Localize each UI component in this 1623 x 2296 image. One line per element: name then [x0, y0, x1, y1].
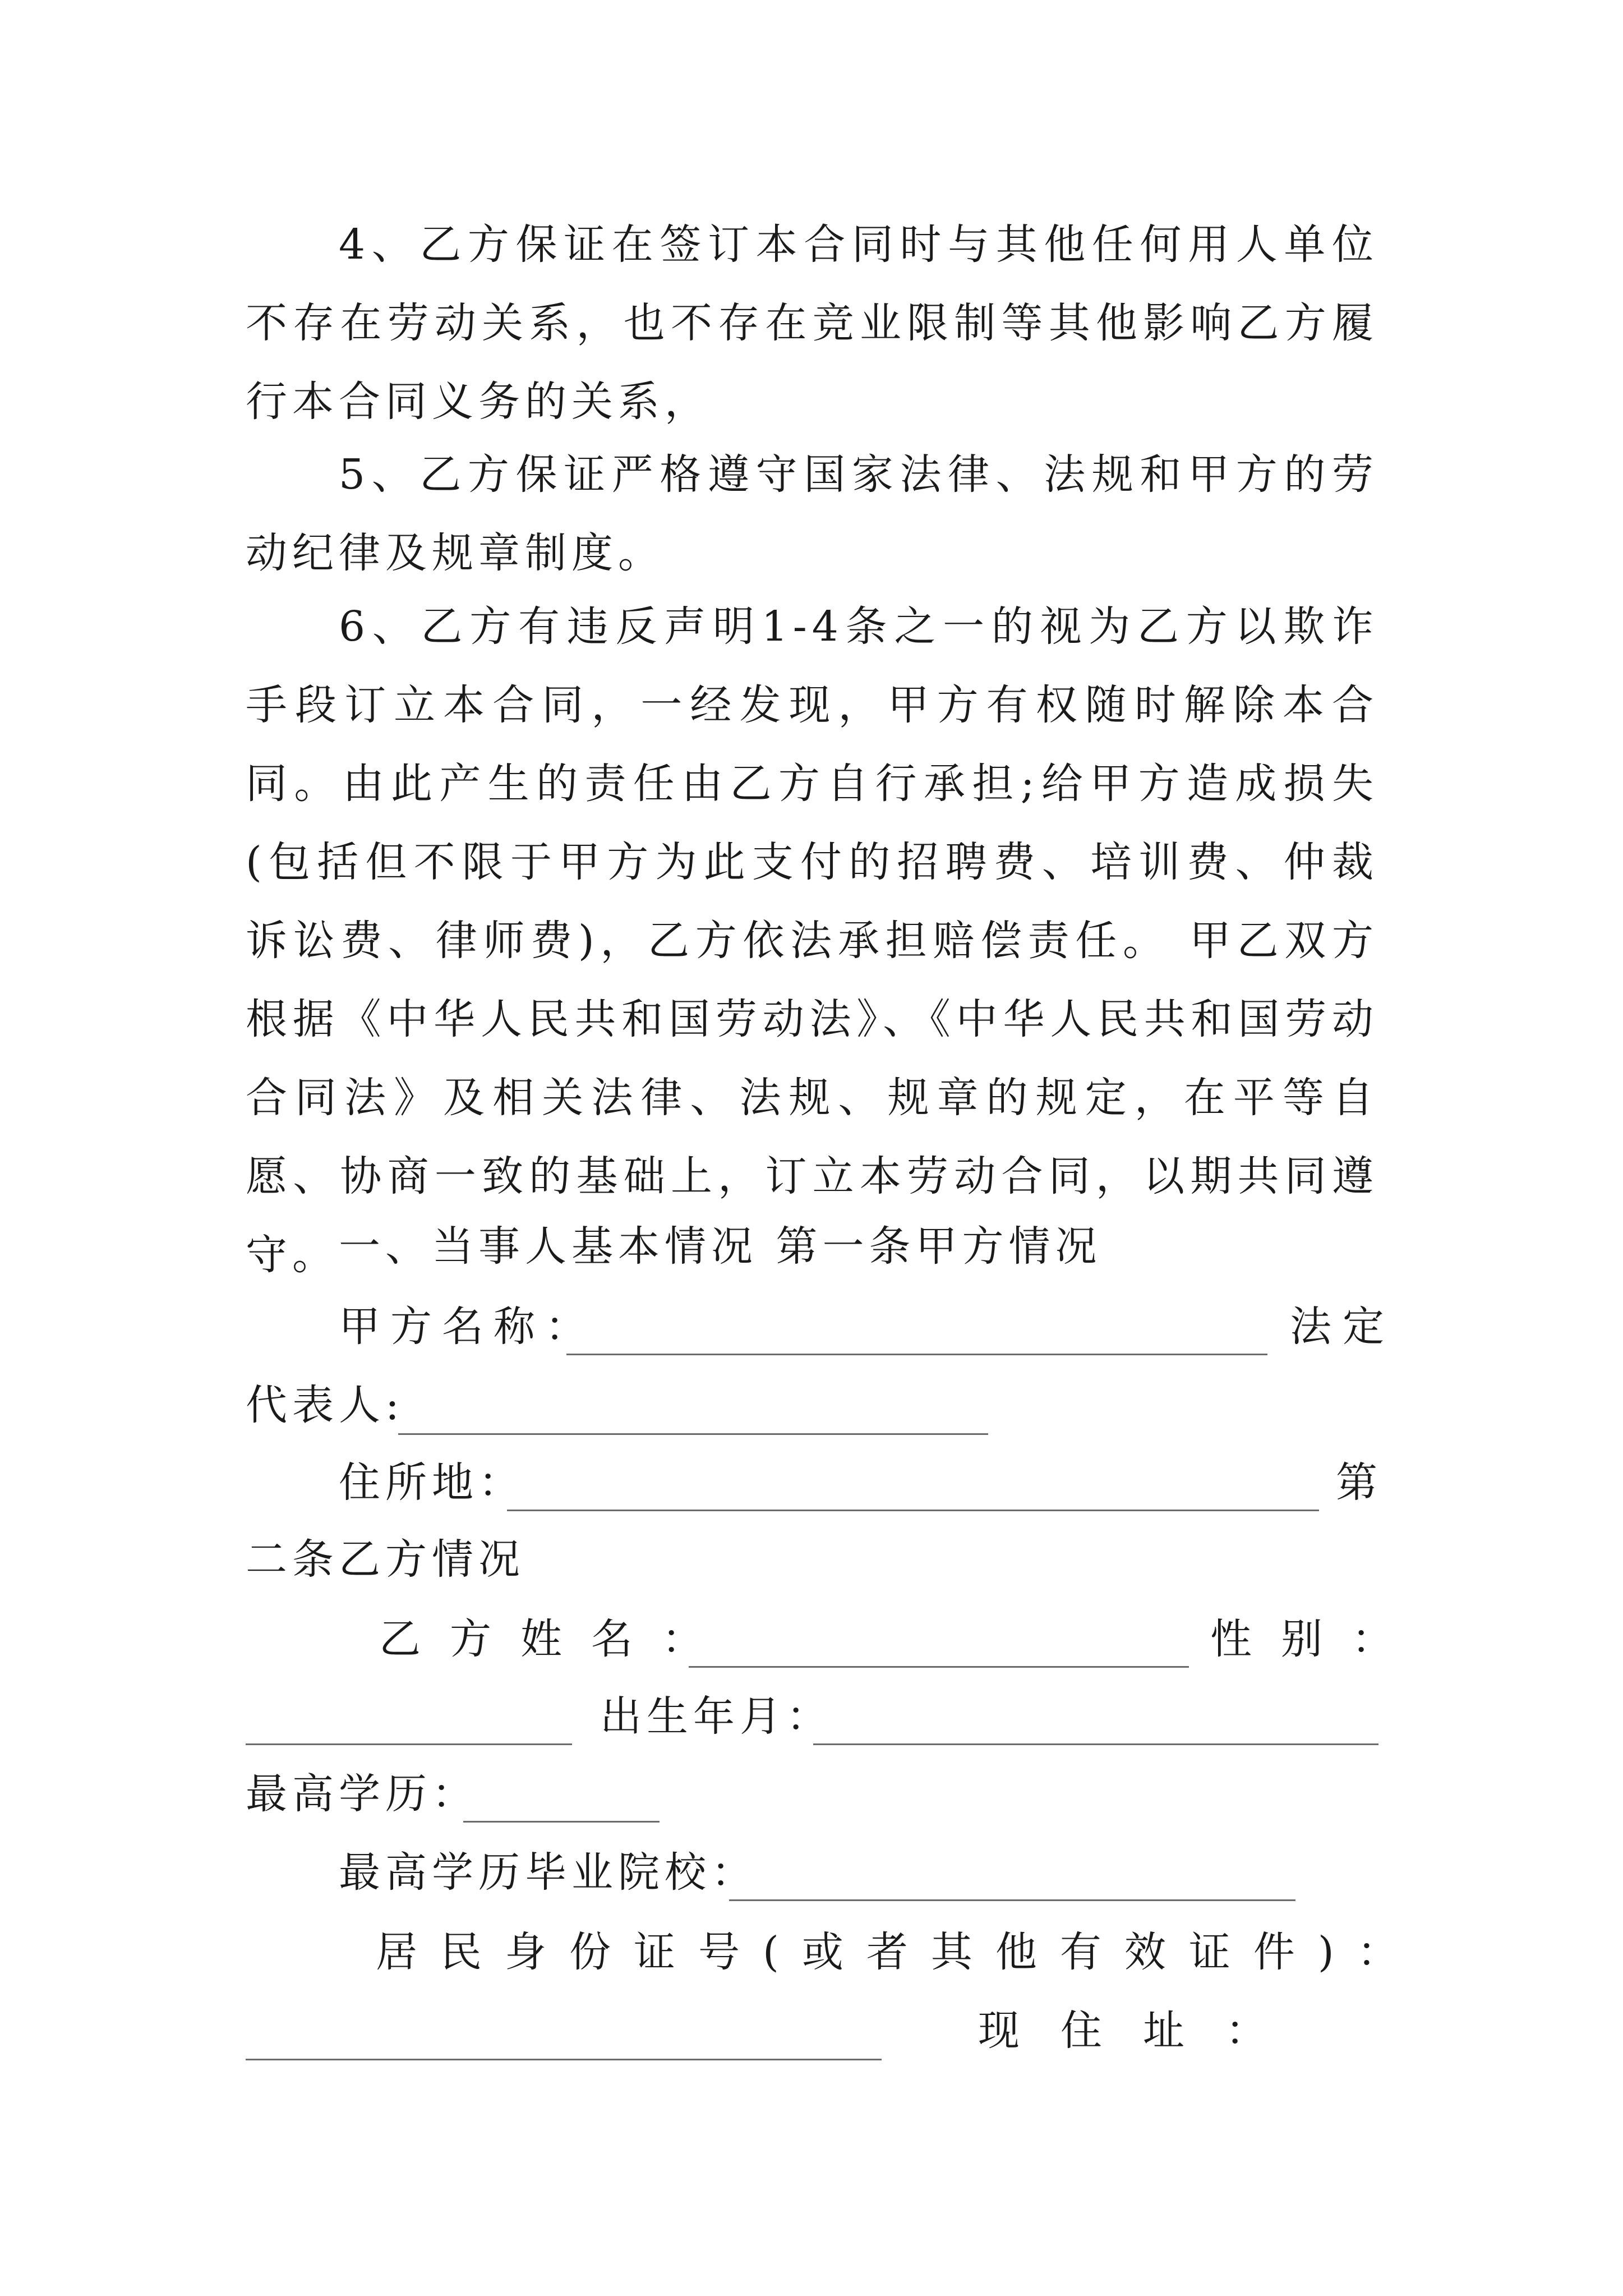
party-a-address-line [246, 1443, 1382, 1522]
party-b-gender-blank[interactable] [246, 1743, 572, 1745]
article-two-label-part1: 第 [1336, 1458, 1382, 1507]
party-a-address-label: 住所地： [339, 1458, 525, 1507]
party-b-birth-line [246, 1677, 1378, 1756]
party-b-birth-label: 出生年月： [600, 1692, 833, 1741]
party-a-legal-rep-label-part2: 代表人: [246, 1381, 404, 1429]
clause-5-paragraph: 5、乙方保证严格遵守国家法律、法规和甲方的劳动纪律及规章制度。 [246, 450, 1378, 577]
party-b-current-address-label: 现住址： [978, 2007, 1308, 2055]
party-b-id-label: 居民身份证号(或者其他有效证件)： [376, 1928, 1422, 1976]
section-one-heading: 一、当事人基本情况 第一条甲方情况 [339, 1222, 1102, 1271]
party-b-education-line [246, 1755, 1378, 1833]
party-b-school-line [246, 1833, 1378, 1912]
clause-4-paragraph: 4、乙方保证在签订本合同时与其他任何用人单位不存在劳动关系，也不存在竞业限制等其他影响乙方履行本合同义务的关系， [246, 220, 1378, 426]
party-a-address-blank[interactable] [507, 1510, 1319, 1511]
party-b-name-label: 乙方姓名： [379, 1615, 732, 1663]
party-b-name-line [246, 1600, 1422, 1678]
party-b-school-label: 最高学历毕业院校： [339, 1848, 758, 1897]
party-b-current-address-line [246, 1991, 1378, 2070]
party-b-id-line [246, 1913, 1422, 1991]
article-two-line [246, 1520, 1378, 1599]
clause-6-paragraph: 6、乙方有违反声明1-4条之一的视为乙方以欺诈手段订立本合同，一经发现，甲方有权随时解除本合同。由此产生的责任由乙方自行承担;给甲方造成损失(包括但不限于甲方为此支付的招聘费、培训费、仲裁诉讼费、律师费)，乙方依法承担赔偿责任。 甲乙双方根据《中华人民共和国劳动法》、《中华人民共和国劳动合同法》及相关法律、法规、规章的规定，在平等自愿、协商一致的基础上，订立本劳动合同，以期共同遵守。 [246, 602, 1378, 1279]
party-b-education-label: 最高学历： [246, 1770, 478, 1818]
party-b-birth-blank[interactable] [813, 1743, 1378, 1745]
party-b-education-blank[interactable] [463, 1821, 660, 1823]
party-a-legal-rep-label-part1: 法定 [1290, 1303, 1395, 1351]
party-a-name-line [246, 1287, 1395, 1366]
party-a-legal-rep-line [246, 1366, 1378, 1444]
party-b-school-blank[interactable] [729, 1899, 1295, 1901]
party-b-id-blank[interactable] [246, 2059, 882, 2060]
section-one-heading-line [246, 1207, 1378, 1286]
party-a-name-label: 甲方名称： [339, 1303, 597, 1351]
article-two-label-part2: 二条乙方情况 [246, 1535, 525, 1584]
party-b-name-blank[interactable] [689, 1666, 1189, 1668]
party-a-name-blank[interactable] [566, 1354, 1267, 1355]
party-b-gender-label: 性别： [1210, 1615, 1422, 1663]
party-a-legal-rep-blank[interactable] [398, 1433, 988, 1435]
